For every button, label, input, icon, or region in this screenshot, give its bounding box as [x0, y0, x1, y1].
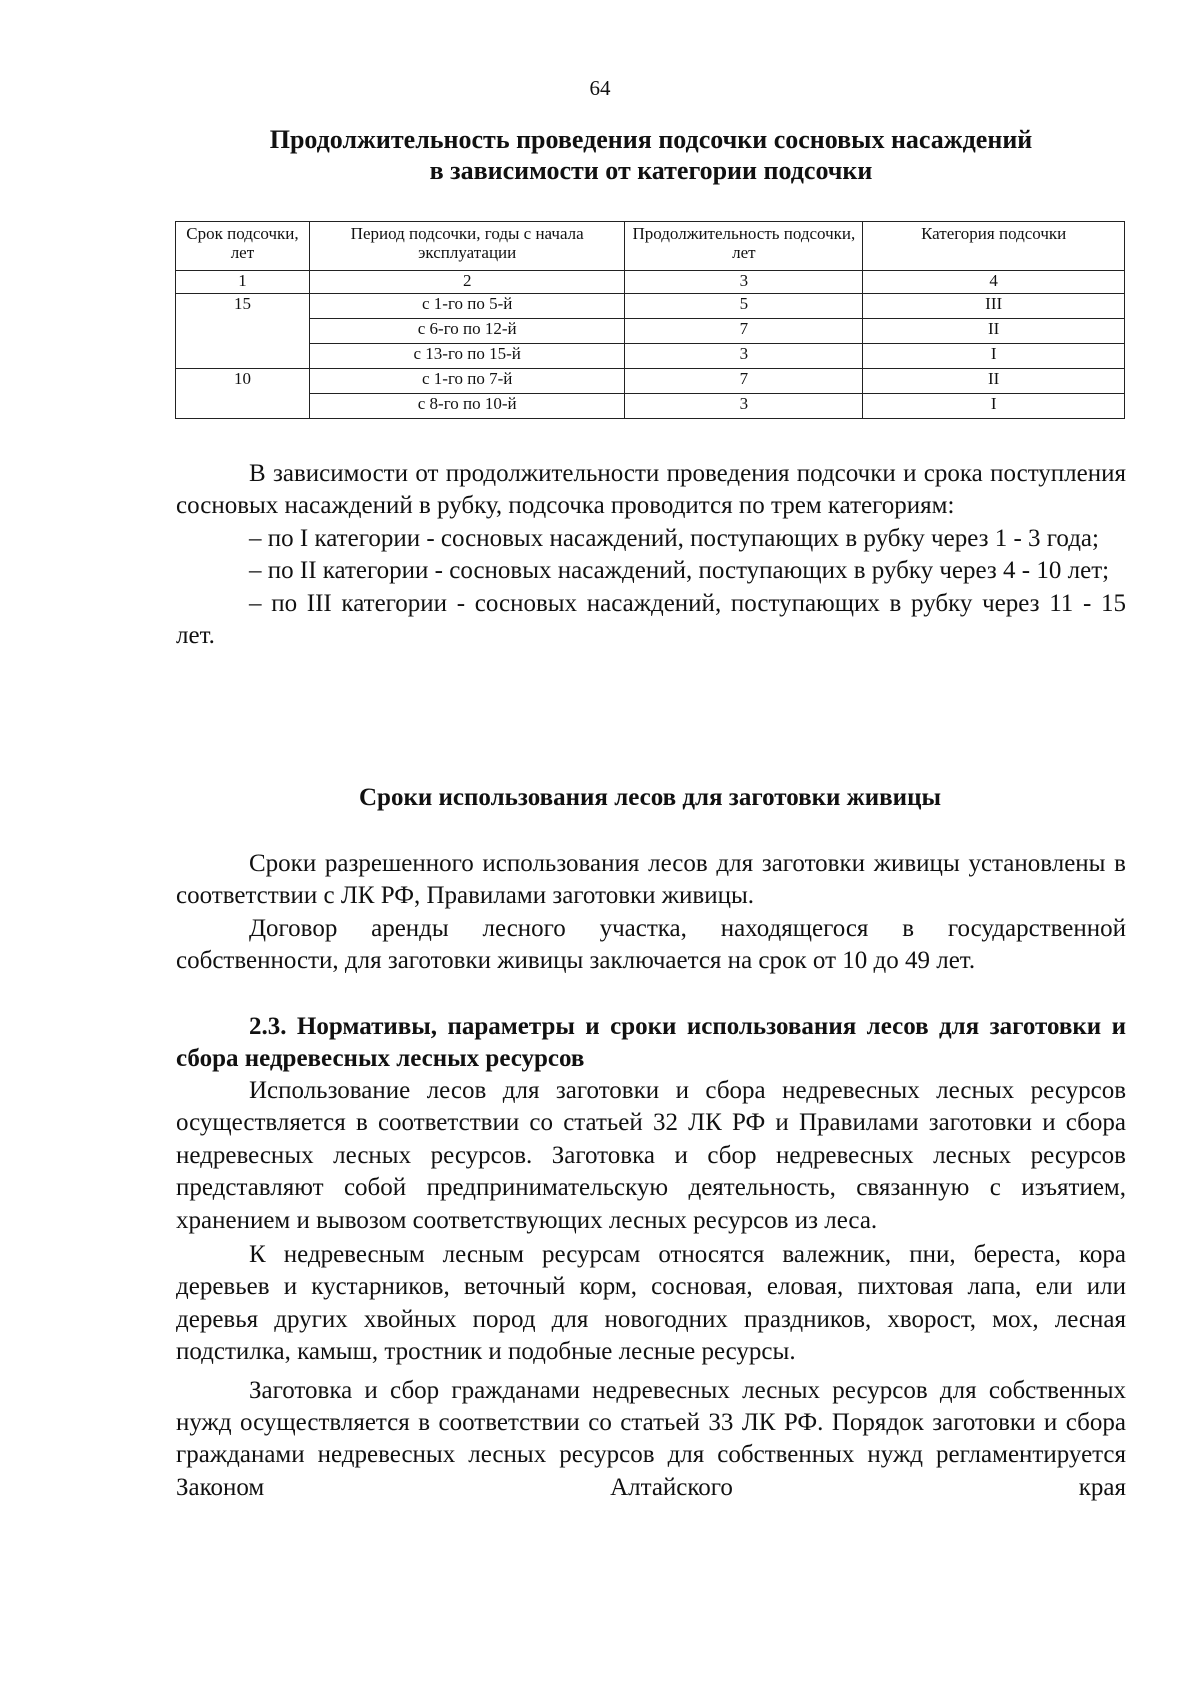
table-row — [176, 369, 1125, 394]
header-term: Срок подсочки, лет — [176, 222, 310, 271]
category-cell: III — [863, 294, 1125, 319]
duration-cell: 7 — [625, 319, 863, 344]
category-item-3: – по III категории - сосновых насаждений, поступающих в рубку через 11 - 15 лет. — [176, 589, 1126, 650]
table-row — [176, 394, 1125, 419]
header-duration: Продолжительность подсочки, лет — [625, 222, 863, 271]
non-timber-section — [176, 1075, 1126, 1504]
column-number: 2 — [309, 271, 625, 294]
period-cell: с 1-го по 7-й — [309, 369, 625, 394]
table-row — [176, 319, 1125, 344]
duration-cell: 5 — [625, 294, 863, 319]
table-title-line2: в зависимости от категории подсочки — [429, 156, 873, 185]
category-cell: I — [863, 344, 1125, 369]
non-timber-paragraph-3: Заготовка и сбор гражданами недревесных лесных ресурсов для собственных нужд осуществляется в соответствии со статьей 33 ЛК РФ. Порядок заготовки и сбора гражданами недревесных лесных ресурсов для собственных нужд регламентируется Законом Алтайского края — [176, 1376, 1126, 1501]
period-cell: с 6-го по 12-й — [309, 319, 625, 344]
resin-paragraph-1: Сроки разрешенного использования лесов для заготовки живицы установлены в соответствии с ЛК РФ, Правилами заготовки живицы. — [176, 850, 1126, 910]
intro-paragraph: В зависимости от продолжительности проведения подсочки и срока поступления сосновых насаждений в рубку, подсочка проводится по трем категориям: — [176, 460, 1126, 520]
category-cell: II — [863, 319, 1125, 344]
category-cell: I — [863, 394, 1125, 419]
non-timber-paragraph-1: Использование лесов для заготовки и сбора недревесных лесных ресурсов осуществляется в соответствии со статьей 32 ЛК РФ и Правилами заготовки и сбора недревесных лесных ресурсов. Заготовка и сбор недревесных лесных ресурсов представляют собой предпринимательскую деятельность, связанную с изъятием, хранением и вывозом соответствующих лесных ресурсов из леса. — [176, 1077, 1126, 1234]
resin-section — [176, 848, 1126, 978]
duration-cell: 3 — [625, 344, 863, 369]
intro-section — [176, 458, 1126, 652]
table-row — [176, 344, 1125, 369]
category-cell: II — [863, 369, 1125, 394]
header-period: Период подсочки, годы с начала эксплуатации — [309, 222, 625, 271]
duration-cell: 3 — [625, 394, 863, 419]
table-number-row — [176, 271, 1125, 294]
section-heading-2-3: 2.3. Нормативы, параметры и сроки использования лесов для заготовки и сбора недревесных лесных ресурсов — [176, 1013, 1126, 1072]
column-number: 3 — [625, 271, 863, 294]
duration-cell: 7 — [625, 369, 863, 394]
table-title-line1: Продолжительность проведения подсочки сосновых насаждений — [269, 125, 1033, 154]
table-title — [175, 124, 1127, 186]
category-item-2: – по II категории - сосновых насаждений, поступающих в рубку через 4 - 10 лет; — [249, 557, 1110, 585]
resin-paragraph-2: Договор аренды лесного участка, находящегося в государственной собственности, для заготовки живицы заключается на срок от 10 до 49 лет. — [176, 914, 1126, 975]
period-cell: с 1-го по 5-й — [309, 294, 625, 319]
column-number: 4 — [863, 271, 1125, 294]
table-header-row — [176, 222, 1125, 271]
non-timber-paragraph-2: К недревесным лесным ресурсам относятся валежник, пни, береста, кора деревьев и кустарников, веточный корм, сосновая, еловая, пихтовая лапа, ели или деревья других хвойных пород для новогодних праздников, хворост, мох, лесная подстилка, камыш, тростник и подобные лесные ресурсы. — [176, 1241, 1126, 1366]
period-cell: с 13-го по 15-й — [309, 344, 625, 369]
term-cell: 15 — [176, 294, 310, 369]
header-category: Категория подсочки — [863, 222, 1125, 271]
page-number: 64 — [589, 76, 611, 100]
tapping-duration-table — [175, 221, 1125, 419]
column-number: 1 — [176, 271, 310, 294]
table-row — [176, 294, 1125, 319]
section-heading-resin: Сроки использования лесов для заготовки живицы — [359, 784, 941, 811]
category-item-1: – по I категории - сосновых насаждений, поступающих в рубку через 1 - 3 года; — [249, 524, 1099, 552]
period-cell: с 8-го по 10-й — [309, 394, 625, 419]
term-cell: 10 — [176, 369, 310, 419]
